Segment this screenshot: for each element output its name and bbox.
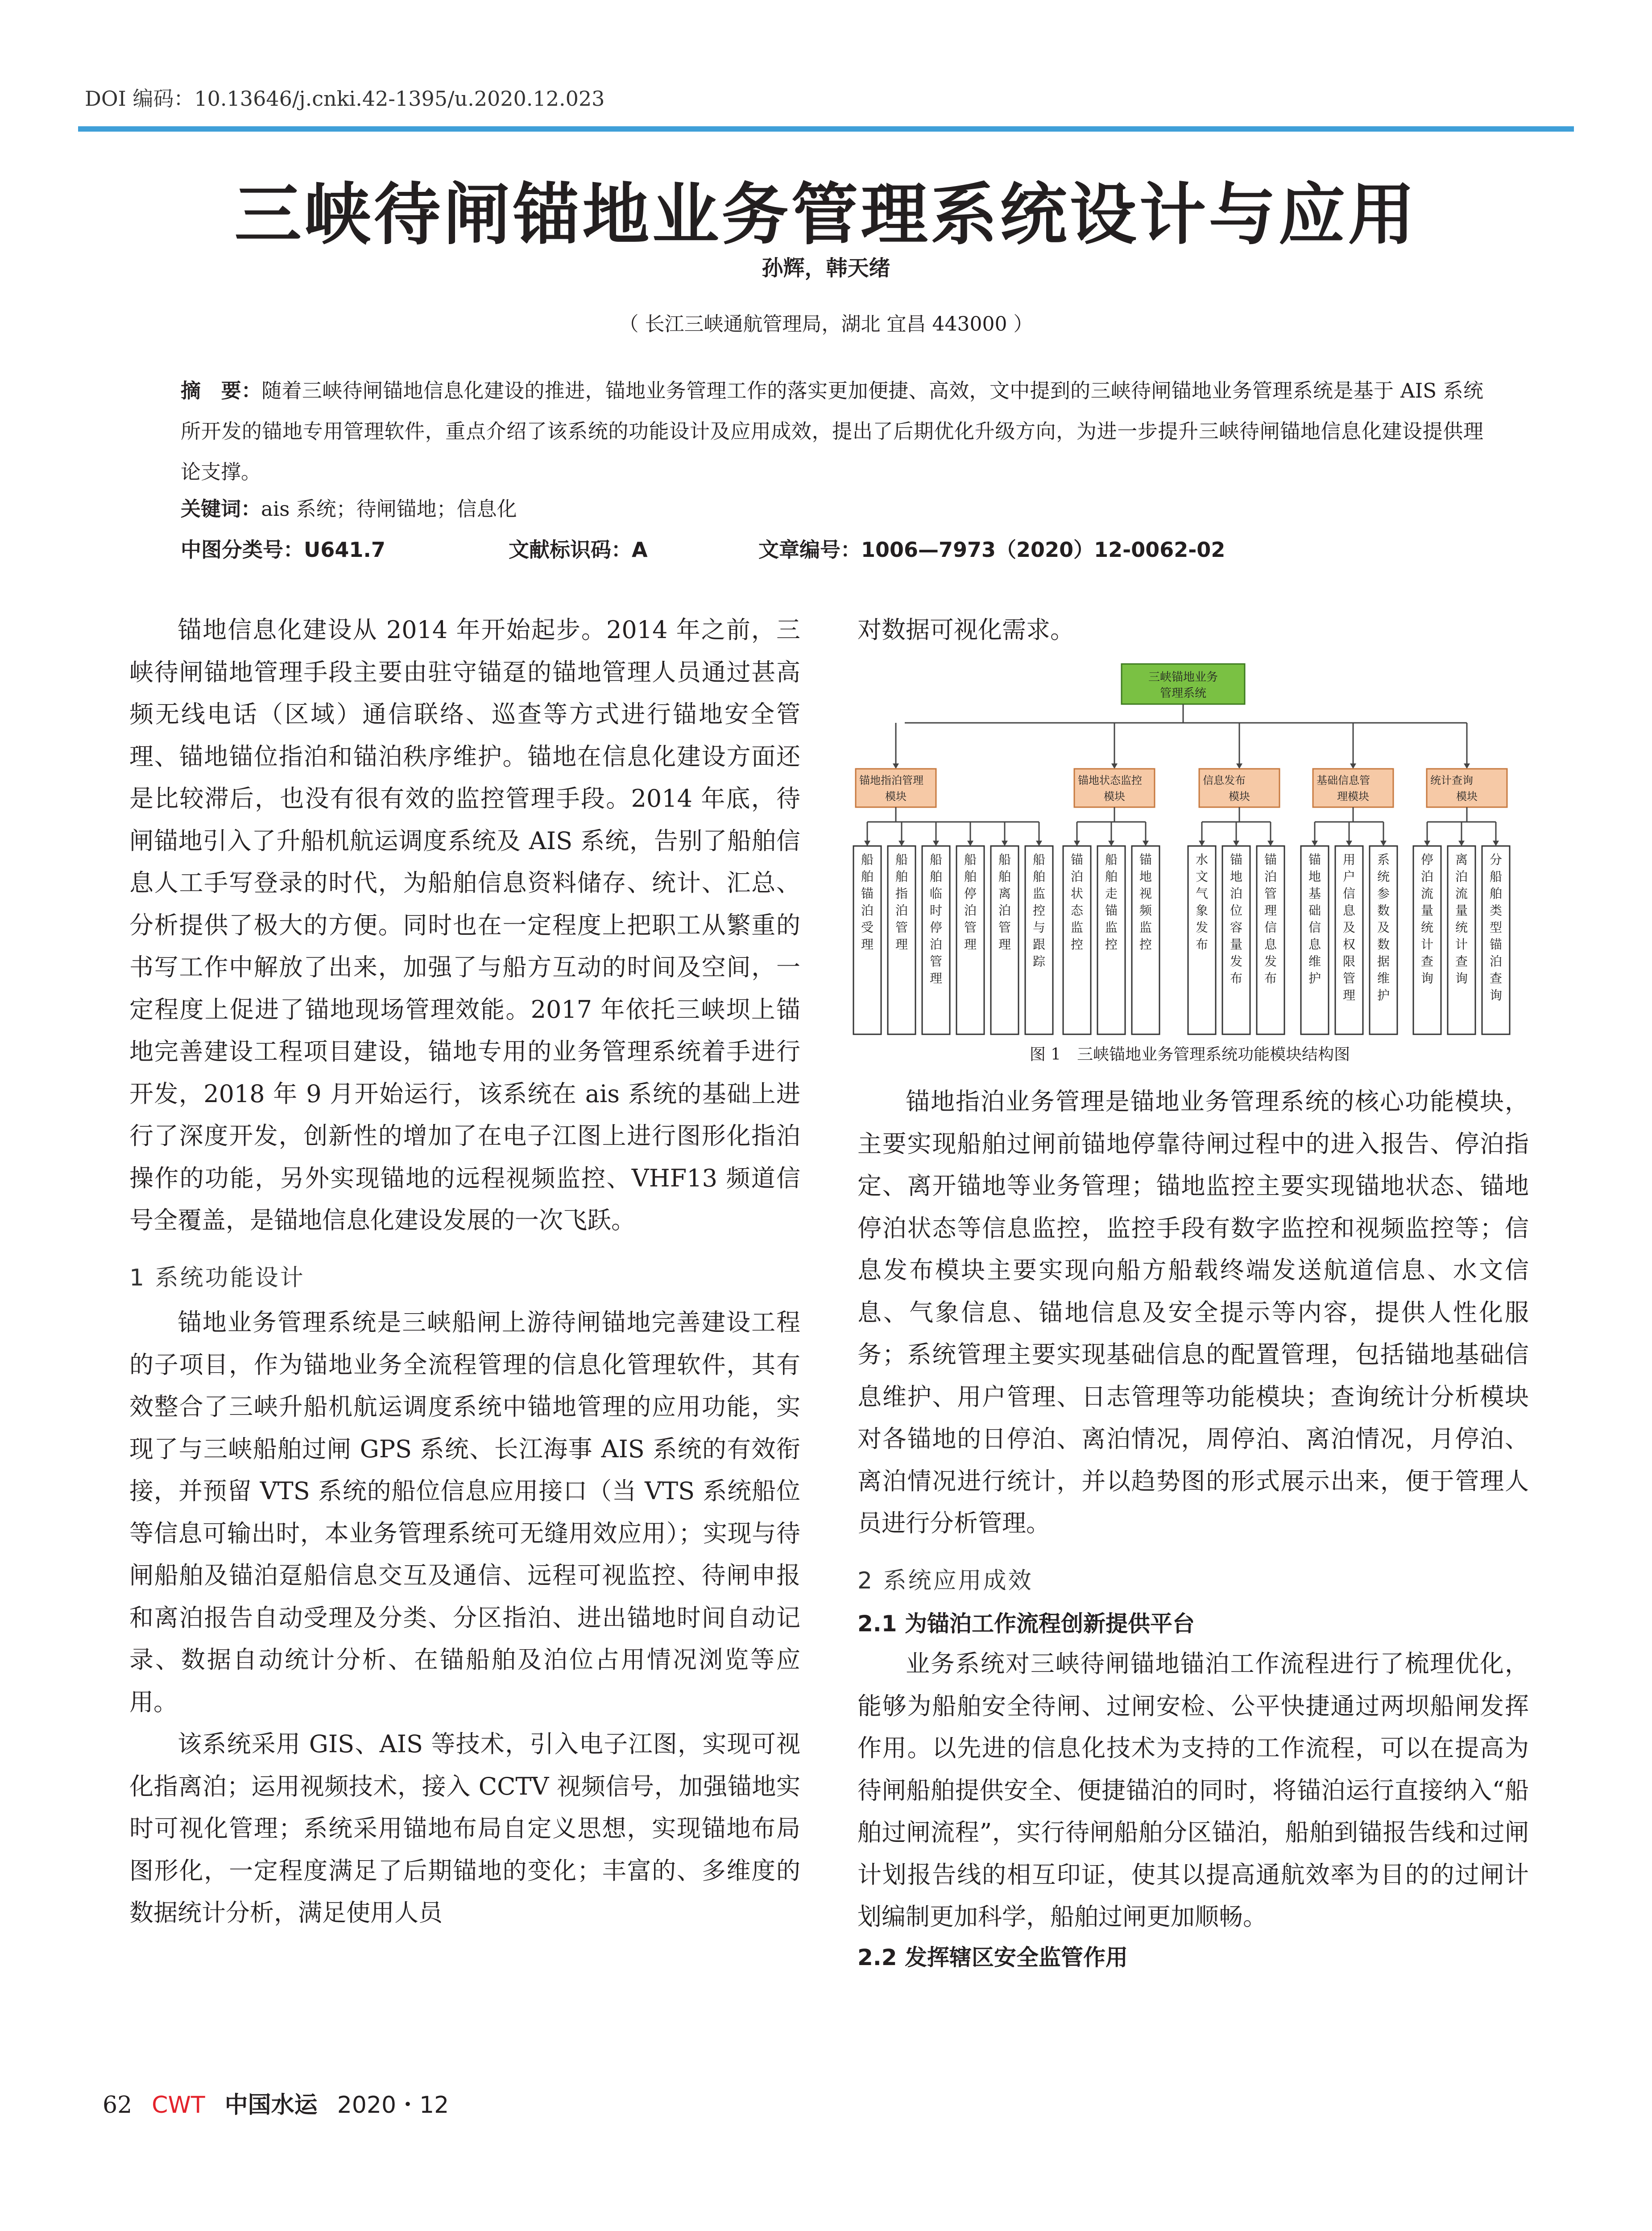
doi-line: DOI 编码：10.13646/j.cnki.42-1395/u.2020.12.023: [85, 87, 605, 111]
root-label-line1: 三峡锚地业务: [1148, 671, 1218, 684]
keywords-text: ais 系统；待闸锚地；信息化: [261, 497, 517, 521]
header-rule: [78, 126, 1574, 132]
subsection-heading: 2.1 为锚泊工作流程创新提供平台: [857, 1611, 1195, 1637]
leaf-label: 离泊流量统计查询: [1455, 852, 1468, 986]
left-column: [129, 609, 800, 1934]
article-number: 文章编号：1006—7973（2020）12-0062-02: [758, 538, 1226, 562]
abstract-text: 随着三峡待闸锚地信息化建设的推进，锚地业务管理工作的落实更加便捷、高效，文中提到的三峡待闸锚地业务管理系统是基于 AIS 系统所开发的锚地专用管理软件，重点介绍了该系统的功能设计及应用成效，提出了后期优化升级方向，为进一步提升三峡待闸锚地信息化建设提供理论支撑。: [181, 379, 1483, 484]
module-label-line2: 模块: [885, 790, 907, 803]
arrow-head: [1380, 841, 1387, 846]
right-column: [857, 1081, 1529, 1977]
module-label-line2: 模块: [1456, 790, 1478, 803]
arrow-head: [1143, 841, 1149, 846]
module-label-line2: 模块: [1229, 790, 1250, 803]
module-label-line1: 基础信息管: [1317, 774, 1370, 787]
arrow-head: [864, 841, 870, 846]
doc-code: 文献标识码：A: [509, 538, 648, 562]
arrow-head: [1346, 841, 1352, 846]
arrow-head: [1002, 841, 1008, 846]
module-label-line1: 锚地状态监控: [1078, 774, 1142, 787]
paragraph: 锚地信息化建设从 2014 年开始起步。2014 年之前，三峡待闸锚地管理手段主要由驻守锚趸的锚地管理人员通过甚高频无线电话（区域）通信联络、巡查等方式进行锚地安全管理、锚地锚位指泊和锚泊秩序维护。锚地在信息化建设方面还是比较滞后，也没有很有效的监控管理手段。2014 年底，待闸锚地引入了升船机航运调度系统及 AIS 系统，告别了船舶信息人工手写登录的时代，为船舶信息资料储存、统计、汇总、分析提供了极大的方便。同时也在一定程度上把职工从繁重的书写工作中解放了出来，加强了与船方互动的时间及空间，一定程度上促进了锚地现场管理效能。2017 年依托三峡坝上锚地完善建设工程项目建设，锚地专用的业务管理系统着手进行开发，2018 年 9 月开始运行，该系统在 ais 系统的基础上进行了深度开发，创新性的增加了在电子江图上进行图形化指泊操作的功能，另外实现锚地的远程视频监控、VHF13 频道信号全覆盖，是锚地信息化建设发展的一次飞跃。: [129, 616, 800, 1234]
arrow-head: [1350, 763, 1356, 769]
leaf-label: 锚地视频监控: [1139, 852, 1152, 952]
arrow-head: [1199, 841, 1205, 846]
arrow-head: [898, 841, 905, 846]
structure-diagram: [851, 660, 1528, 1044]
leaf-label: 锚地泊位容量发布: [1230, 852, 1243, 986]
page-number: 62: [103, 2092, 132, 2119]
arrow-head: [1312, 841, 1318, 846]
arrow-head: [1074, 841, 1080, 846]
arrow-head: [967, 841, 973, 846]
right-column-top: [857, 609, 1529, 651]
leaf-label: 系统参数及数据维护: [1377, 852, 1390, 1003]
arrow-head: [1036, 841, 1042, 846]
arrow-head: [1233, 841, 1239, 846]
arrow-head: [1458, 841, 1465, 846]
leaf-label: 停泊流量统计查询: [1420, 852, 1434, 986]
module-label-line1: 信息发布: [1203, 774, 1246, 787]
leaf-label: 船舶指泊管理: [895, 852, 908, 952]
arrow-head: [1424, 841, 1430, 846]
paper-title: 三峡待闸锚地业务管理系统设计与应用: [234, 175, 1418, 254]
figure-caption: 图 1 三峡锚地业务管理系统功能模块结构图: [1029, 1045, 1350, 1064]
arrow-head: [933, 841, 939, 846]
arrow-head: [1267, 841, 1274, 846]
leaf-label: 分船舶类型锚泊查询: [1489, 852, 1503, 1003]
keywords-label: 关键词：: [181, 497, 261, 521]
abstract-label: 摘 要：: [181, 379, 262, 402]
section-heading: 2 系统应用成效: [857, 1567, 1033, 1594]
section-heading: 1 系统功能设计: [129, 1264, 305, 1291]
arrow-head: [1493, 841, 1499, 846]
leaf-label: 锚泊状态监控: [1070, 852, 1084, 952]
arrow-head: [893, 763, 899, 769]
leaf-label: 用户信息及权限管理: [1342, 852, 1356, 1003]
subsection-heading: 2.2 发挥辖区安全监管作用: [857, 1944, 1128, 1970]
module-label-line2: 模块: [1104, 790, 1125, 803]
affiliation: （ 长江三峡通航管理局，湖北 宜昌 443000 ）: [619, 313, 1033, 336]
module-label-line1: 锚地指泊管理: [859, 774, 923, 787]
structure-figure: [851, 660, 1528, 1044]
leaf-label: 船舶停泊管理: [964, 852, 977, 952]
magazine-name: 中国水运: [224, 2091, 318, 2119]
module-label-line2: 理模块: [1337, 790, 1369, 803]
root-label-line2: 管理系统: [1159, 687, 1207, 700]
paragraph: 锚地业务管理系统是三峡船闸上游待闸锚地完善建设工程的子项目，作为锚地业务全流程管理的信息化管理软件，其有效整合了三峡升船机航运调度系统中锚地管理的应用功能，实现了与三峡船舶过闸 GPS 系统、长江海事 AIS 系统的有效衔接，并预留 VTS 系统的船位信息应用接口（当 VTS 系统船位等信息可输出时，本业务管理系统可无缝用效应用）；实现与待闸船舶及锚泊趸船信息交互及通信、远程可视监控、待闸申报和离泊报告自动受理及分类、分区指泊、进出锚地时间自动记录、数据自动统计分析、在锚船舶及泊位占用情况浏览等应用。: [129, 1308, 800, 1716]
issue-date: 2020・12: [337, 2092, 449, 2119]
abstract: [181, 370, 1483, 492]
keywords: [181, 493, 517, 522]
leaf-label: 锚泊管理信息发布: [1264, 852, 1277, 986]
leaf-label: 船舶临时停泊管理: [929, 852, 943, 986]
clc-number: 中图分类号：U641.7: [181, 538, 385, 562]
arrow-head: [1236, 763, 1242, 769]
arrow-head: [1111, 763, 1118, 769]
paragraph: 业务系统对三峡待闸锚地锚泊工作流程进行了梳理优化，能够为船舶安全待闸、过闸安检、公平快捷通过两坝船闸发挥作用。以先进的信息化技术为支持的工作流程，可以在提高为待闸船舶提供安全、便捷锚泊的同时，将锚泊运行直接纳入“船舶过闸流程”，实行待闸船舶分区锚泊，船舶到锚报告线和过闸计划报告线的相互印证，使其以提高通航效率为目的的过闸计划编制更加科学，船舶过闸更加顺畅。: [857, 1650, 1529, 1931]
arrow-head: [1108, 841, 1114, 846]
arrow-head: [1464, 763, 1470, 769]
leaf-label: 船舶锚泊受理: [861, 852, 874, 952]
leaf-label: 锚地基础信息维护: [1308, 852, 1321, 986]
leaf-label: 水文气象发布: [1195, 852, 1209, 952]
leaf-label: 船舶离泊管理: [998, 852, 1011, 952]
paragraph: 对数据可视化需求。: [857, 616, 1074, 644]
leaf-label: 船舶走锚监控: [1105, 852, 1118, 952]
leaf-label: 船舶监控与跟踪: [1032, 852, 1046, 969]
page-footer: [103, 2086, 449, 2119]
module-label-line1: 统计查询: [1430, 774, 1473, 787]
authors: 孙辉，韩天绪: [762, 256, 890, 281]
journal-brand: CWT: [152, 2092, 205, 2119]
paragraph: 锚地指泊业务管理是锚地业务管理系统的核心功能模块，主要实现船舶过闸前锚地停靠待闸过程中的进入报告、停泊指定、离开锚地等业务管理；锚地监控主要实现锚地状态、锚地停泊状态等信息监控，监控手段有数字监控和视频监控等；信息发布模块主要实现向船方船载终端发送航道信息、水文信息、气象信息、锚地信息及安全提示等内容，提供人性化服务；系统管理主要实现基础信息的配置管理，包括锚地基础信息维护、用户管理、日志管理等功能模块；查询统计分析模块对各锚地的日停泊、离泊情况，周停泊、离泊情况，月停泊、离泊情况进行统计，并以趋势图的形式展示出来，便于管理人员进行分析管理。: [857, 1087, 1529, 1537]
paragraph: 该系统采用 GIS、AIS 等技术，引入电子江图，实现可视化指离泊；运用视频技术，接入 CCTV 视频信号，加强锚地实时可视化管理；系统采用锚地布局自定义思想，实现锚地布局图形化，一定程度满足了后期锚地的变化；丰富的、多维度的数据统计分析，满足使用人员: [129, 1730, 800, 1927]
